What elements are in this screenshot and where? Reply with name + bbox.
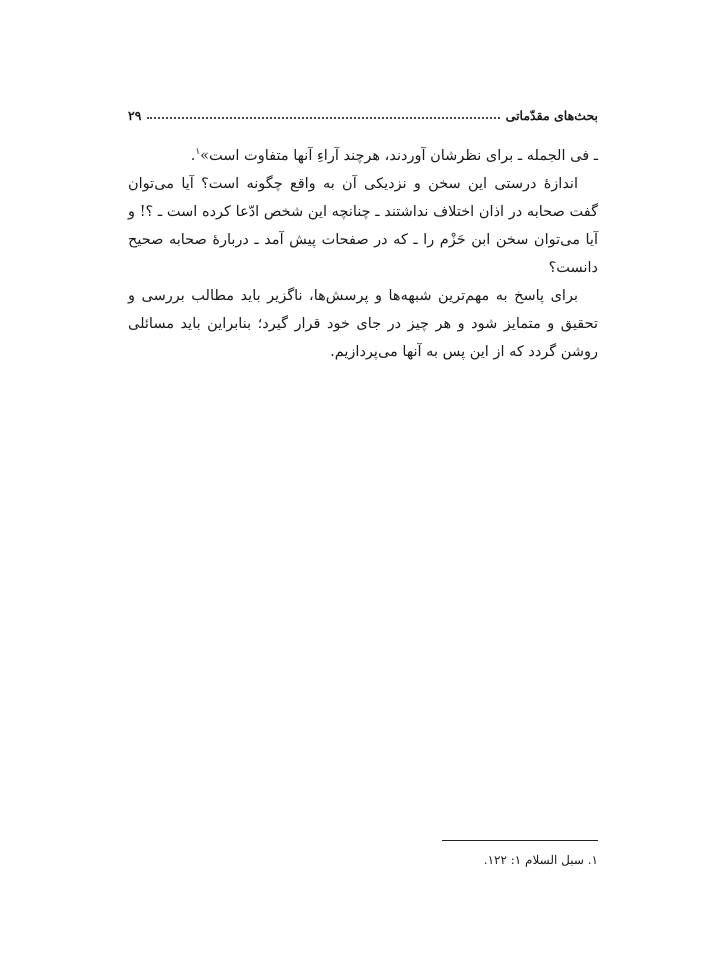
dot-leader: [147, 117, 499, 119]
page-number: ۲۹: [128, 107, 142, 123]
paragraph: اندازهٔ درستی این سخن و نزدیکی آن به واقع چگونه است؟ آیا می‌توان گفت صحابه در اذان اختلاف نداشتند ـ چنانچه این شخص ادّعا کرده است ـ ؟! و آیا می‌توان سخن ابن حَزْم را ـ که در صفحات پیش آمد ـ دربارهٔ صحابه صحیح دانست؟: [128, 176, 598, 276]
paragraph-text: ـ فی الجمله ـ برای نظرشان آوردند، هرچند آراءِ آنها متفاوت است»: [200, 148, 598, 164]
section-title: بحث‌های مقدّماتی: [505, 107, 598, 123]
paragraph: برای پاسخ به مهم‌ترین شبهه‌ها و پرسش‌ها، ناگزیر باید مطالب بررسی و تحقیق و متمایز شود و هر چیز در جای خود قرار گیرد؛ بنابراین باید مسائلی روشن گردد که از این پس به آنها می‌پردازیم.: [128, 288, 598, 360]
footnote-reference: ۱: [195, 147, 201, 158]
paragraph-tail: .: [190, 148, 196, 164]
footnote-divider: [442, 840, 598, 841]
body-text: [128, 142, 598, 366]
footnote: ۱. سبل السلام ۱: ۱۲۲.: [483, 853, 598, 867]
running-header: [128, 104, 598, 126]
paragraph-continuation: [128, 142, 598, 170]
